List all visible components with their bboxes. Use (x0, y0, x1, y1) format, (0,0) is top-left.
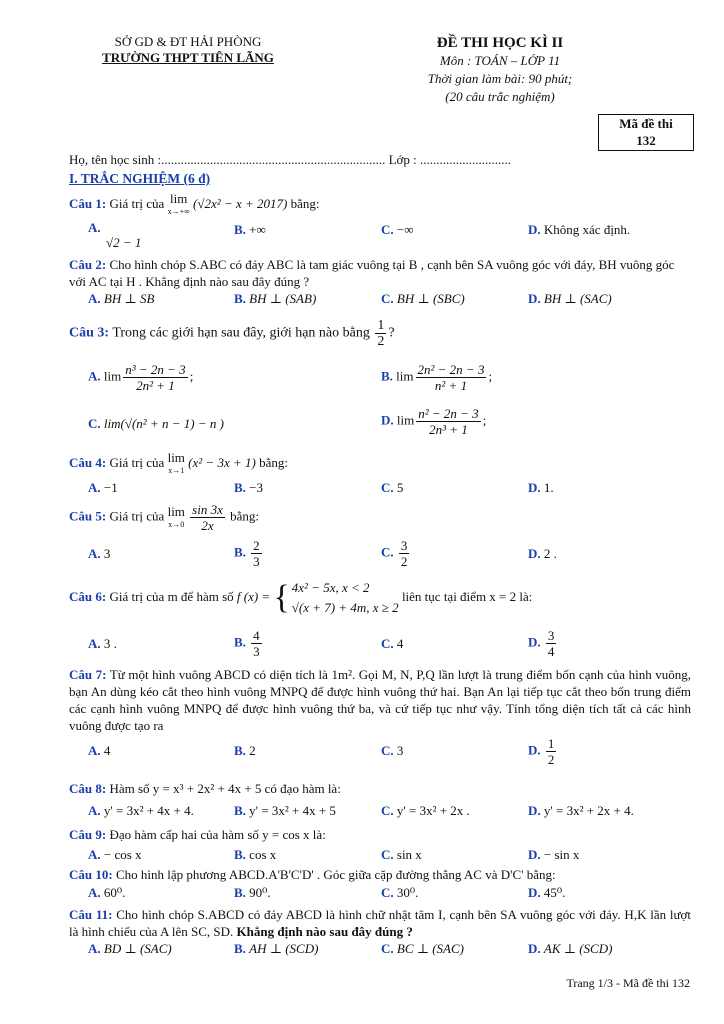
q8-option-a[interactable] (88, 803, 194, 819)
q3-option-b[interactable]: B. lim $\frac{\text{2n² − 2n − 3}}{\text{n² + 1}}$ ; (381, 362, 493, 393)
option-value: sin x (396, 847, 422, 862)
exam-time: Thời gian làm bài: 90 phút; (427, 71, 573, 86)
option-value: BC ⊥ (SAC) (396, 941, 464, 956)
exam-code-label: Mã đề thi (619, 116, 673, 131)
question-8 (69, 780, 691, 797)
q1-option-d[interactable] (528, 222, 630, 238)
option-value: 2 . (543, 546, 557, 561)
option-label: C. (381, 222, 394, 237)
option-label: B. (234, 544, 246, 560)
option-label: B. (381, 368, 393, 384)
question-text: Trong các giới hạn sau đây, giới hạn nào bằng (112, 325, 370, 341)
option-value: − cos x (103, 847, 142, 862)
option-value: BH ⊥ (SBC) (396, 291, 465, 306)
question-number: Câu 1: (69, 195, 107, 211)
header-left (88, 34, 288, 66)
option-value: AK ⊥ (SCD) (543, 941, 613, 956)
option-value: 5 (396, 480, 404, 495)
exam-question-count: (20 câu trắc nghiệm) (445, 89, 555, 104)
section-title: I. TRẮC NGHIỆM (6 đ) (69, 171, 211, 186)
q6-option-b[interactable] (234, 628, 264, 659)
option-value: Không xác định. (543, 222, 631, 237)
q8-option-c[interactable] (381, 803, 470, 819)
option-label: C. (381, 480, 394, 495)
option-value: 4 (103, 743, 111, 758)
option-label: B. (234, 634, 246, 650)
limit-operator (168, 193, 190, 217)
option-fraction (416, 362, 487, 393)
option-value: BH ⊥ (SAC) (543, 291, 612, 306)
numerator: 4 (253, 628, 260, 643)
numerator: sin 3x (192, 502, 223, 517)
question-number: Câu 3: (69, 325, 110, 341)
case-1: 4x² − 5x, x < 2 (291, 580, 370, 595)
q11-option-b[interactable] (234, 941, 318, 957)
option-label: B. (234, 222, 246, 237)
question-text: Giá trị của (109, 454, 165, 470)
option-fraction (416, 406, 480, 437)
option-label: C. (88, 416, 101, 431)
numerator: 2n² − 2n − 3 (417, 362, 485, 377)
option-value: 2 (249, 743, 256, 758)
header-right (400, 34, 600, 106)
option-label: B. (234, 885, 246, 900)
option-value: −∞ (396, 222, 414, 237)
option-label: B. (234, 291, 246, 306)
option-label: C. (381, 803, 394, 818)
question-2 (69, 256, 691, 290)
question-tail: bằng: (290, 195, 320, 211)
question-6 (69, 578, 691, 618)
piecewise-cases (292, 578, 399, 618)
q2-option-b[interactable] (234, 291, 316, 307)
option-value: −3 (249, 480, 264, 495)
question-number: Câu 4: (69, 454, 107, 470)
question-text: Giá trị của m để hàm số (109, 588, 234, 604)
question-text: Giá trị của (109, 508, 165, 524)
q9-option-d[interactable] (528, 847, 579, 863)
denominator: 2 (547, 752, 555, 767)
question-tail: liên tục tại điểm x = 2 là: (401, 588, 533, 604)
option-label: D. (381, 412, 394, 428)
option-label: A. (88, 480, 101, 495)
limit-expression: (x² − 3x + 1) (188, 454, 256, 470)
option-label: C. (381, 847, 394, 862)
limit-expression: (√2x² − x + 2017) (193, 195, 288, 211)
denominator: 2 (377, 334, 385, 349)
q4-option-b[interactable] (234, 480, 263, 496)
option-value: +∞ (249, 222, 266, 237)
q7-option-b[interactable] (234, 743, 256, 759)
page-footer: Trang 1/3 - Mã đề thi 132 (566, 976, 690, 990)
question-11 (69, 906, 691, 940)
option-label: D. (528, 291, 541, 306)
question-emphasis: Khẳng định nào sau đây đúng ? (236, 924, 413, 939)
option-value: AH ⊥ (SCD) (249, 941, 319, 956)
question-5 (69, 502, 691, 533)
numerator: 3 (400, 538, 408, 553)
q10-option-c[interactable] (381, 885, 418, 901)
question-number: Câu 7: (69, 667, 107, 682)
exam-code-box (598, 114, 694, 151)
option-label: D. (528, 941, 541, 956)
denominator: 3 (253, 554, 260, 569)
lim-label: lim (103, 368, 122, 384)
q6-option-a[interactable] (88, 636, 117, 652)
denominator: 3 (253, 644, 260, 659)
q10-option-a[interactable] (88, 885, 125, 901)
q3-option-d[interactable]: D. lim $\frac{\text{n² − 2n − 3}}{\text{2n³ + 1}}$ ; (381, 406, 487, 437)
q4-option-a[interactable] (88, 480, 118, 496)
numerator: 1 (547, 736, 555, 751)
question-3: Câu 3: Trong các giới hạn sau đây, giới hạn nào bằng $\frac{1}{2}$ ? (69, 318, 395, 349)
q5-option-a[interactable] (88, 546, 110, 562)
exam-code: 132 (636, 133, 656, 148)
option-label: D. (528, 634, 541, 650)
option-label: B. (234, 480, 246, 495)
q4-option-c[interactable] (381, 480, 403, 496)
option-value: 90⁰. (249, 885, 271, 900)
option-value: 3 (103, 546, 111, 561)
q7-option-d[interactable] (528, 736, 558, 767)
numerator: n³ − 2n − 3 (125, 362, 186, 377)
option-fraction (546, 628, 557, 659)
department-name: SỞ GD & ĐT HẢI PHÒNG (114, 34, 262, 49)
option-label: C. (381, 941, 394, 956)
q5-option-d[interactable] (528, 546, 557, 562)
numerator: 3 (547, 628, 555, 643)
denominator: 2n² + 1 (136, 378, 175, 393)
q10-option-b[interactable] (234, 885, 271, 901)
question-text: Cho hình lập phương ABCD.A'B'C'D' . Góc giữa cặp đường thẳng AC và D'C' bằng: (115, 867, 556, 882)
option-fraction (123, 362, 187, 393)
question-number: Câu 8: (69, 781, 107, 796)
piecewise-brace: { (273, 579, 290, 616)
option-label: D. (528, 803, 541, 818)
lim-label: lim (396, 368, 414, 384)
lim-subscript: x→+∞ (167, 207, 190, 216)
school-name: TRƯỜNG THPT TIÊN LÃNG (102, 50, 274, 65)
lim-label: lim (170, 191, 188, 206)
option-label: A. (88, 885, 101, 900)
question-number: Câu 9: (69, 827, 107, 842)
lim-label: lim (167, 450, 185, 465)
numerator: 1 (377, 318, 385, 333)
q9-option-b[interactable] (234, 847, 276, 863)
question-text: Hàm số y = x³ + 2x² + 4x + 5 có đạo hàm là: (109, 781, 341, 796)
exam-subject: Môn : TOÁN – LỚP 11 (439, 53, 561, 68)
q4-option-d[interactable] (528, 480, 554, 496)
option-label: A. (88, 546, 101, 561)
q1-option-c[interactable] (381, 222, 414, 238)
function-name: f (x) = (236, 588, 271, 604)
denominator: 2n³ + 1 (429, 422, 468, 437)
q5-option-b[interactable] (234, 538, 264, 569)
question-10 (69, 866, 691, 883)
question-text: Đạo hàm cấp hai của hàm số y = cos x là: (109, 827, 326, 842)
option-label: C. (381, 885, 394, 900)
option-value: y' = 3x² + 4x + 4. (103, 803, 194, 818)
case-2: √(x + 7) + 4m, x ≥ 2 (291, 600, 399, 615)
option-label: A. (88, 743, 101, 758)
question-1 (69, 193, 691, 217)
q3-option-c[interactable] (88, 416, 224, 432)
q11-option-a[interactable] (88, 941, 172, 957)
numerator: 2 (253, 538, 260, 553)
option-value: y' = 3x² + 4x + 5 (249, 803, 336, 818)
option-label: C. (381, 743, 394, 758)
q7-option-c[interactable] (381, 743, 403, 759)
q11-option-c[interactable] (381, 941, 464, 957)
option-value: BD ⊥ (SAC) (103, 941, 172, 956)
question-text: Từ một hình vuông ABCD có diện tích là 1m². Gọi M, N, P,Q lần lượt là trung điểm bốn cạnh của hình vuông, bạn An dùng kéo cắt theo hình vuông MNPQ để được hình vuông thứ hai. Bạn An lại tiếp tục cắt theo bốn trung điểm các cạnh hình vuông MNPQ để được hình vuông thứ ba, và cứ tiếp tục như vậy. Tính tổng diện tích tất cả các hình vuông được tạo ra (69, 667, 692, 733)
option-value: 1. (543, 480, 554, 495)
option-value: y' = 3x² + 2x + 4. (543, 803, 634, 818)
option-value: y' = 3x² + 2x . (396, 803, 470, 818)
option-label: C. (381, 636, 394, 651)
question-tail: bằng: (230, 508, 260, 524)
option-value: BH ⊥ SB (103, 291, 155, 306)
option-value: 4 (396, 636, 404, 651)
option-label: B. (234, 941, 246, 956)
lim-subscript: x→1 (168, 466, 185, 475)
question-number: Câu 11: (69, 907, 113, 922)
question-9 (69, 826, 691, 843)
denominator: 2x (201, 518, 214, 533)
q8-option-d[interactable] (528, 803, 634, 819)
limit-fraction (190, 502, 225, 533)
question-number: Câu 5: (69, 508, 107, 524)
option-value: 3 (396, 743, 404, 758)
question-text: Cho hình chóp S.ABC có đáy ABC là tam giác vuông tại B , cạnh bên SA vuông góc với đáy, BH vuông góc với AC tại H . Khẳng định nào sau đây đúng ? (69, 257, 675, 289)
option-label: A. (88, 803, 101, 818)
denominator: 2 (400, 554, 408, 569)
q2-option-a[interactable] (88, 291, 154, 307)
option-fraction (546, 736, 557, 767)
q3-option-a[interactable]: A. lim $\frac{\text{n³ − 2n − 3}}{\text{2n² + 1}}$ ; (88, 362, 194, 393)
option-label: B. (234, 803, 246, 818)
question-number: Câu 10: (69, 867, 113, 882)
denominator: n² + 1 (434, 378, 468, 393)
q2-option-c[interactable] (381, 291, 465, 307)
q9-option-c[interactable] (381, 847, 422, 863)
fraction-one-half (375, 318, 386, 349)
numerator: n² − 2n − 3 (418, 406, 479, 421)
exam-title: ĐỀ THI HỌC KÌ II (436, 35, 564, 51)
question-text: Cho hình chóp S.ABCD có đáy ABCD là hình chữ nhật tâm I, cạnh bên SA vuông góc với đáy. H,K lần lượt là hình chiếu của A lên SC, SD. (69, 907, 692, 939)
option-label: B. (234, 743, 246, 758)
question-tail: bằng: (259, 454, 288, 470)
q5-option-c[interactable] (381, 538, 411, 569)
option-label: B. (234, 847, 246, 862)
option-label: A. (88, 847, 101, 862)
option-value: −1 (103, 480, 118, 495)
option-label: A. (88, 368, 101, 384)
question-text: Giá trị của (109, 195, 165, 211)
limit-operator (167, 503, 185, 530)
lim-subscript: x→0 (168, 519, 185, 529)
lim-label: lim (167, 503, 185, 519)
q6-option-c[interactable] (381, 636, 403, 652)
question-4 (69, 452, 691, 476)
q1-option-a-value: √2 − 1 (106, 235, 142, 250)
option-value: − sin x (543, 847, 580, 862)
option-fraction (251, 538, 262, 569)
q10-option-d[interactable] (528, 885, 565, 901)
question-number: Câu 2: (69, 257, 107, 272)
option-fraction (399, 538, 410, 569)
student-info-line: Họ, tên học sinh :..................................................................... Lớp : ............................ (69, 152, 511, 167)
q11-option-d[interactable] (528, 941, 612, 957)
question-7 (69, 666, 691, 734)
option-label: A. (88, 636, 101, 651)
option-label: C. (381, 544, 394, 560)
option-fraction (251, 628, 262, 659)
option-label: D. (528, 222, 541, 237)
limit-operator (168, 452, 185, 476)
option-label: A. (88, 220, 101, 235)
q7-option-a[interactable] (88, 743, 110, 759)
option-value: BH ⊥ (SAB) (249, 291, 317, 306)
q1-option-a[interactable] (88, 220, 101, 236)
denominator: 4 (547, 644, 555, 659)
question-number: Câu 6: (69, 588, 107, 604)
option-value: 60⁰. (103, 885, 126, 900)
option-label: A. (88, 291, 101, 306)
q8-option-b[interactable] (234, 803, 336, 819)
q2-option-d[interactable] (528, 291, 612, 307)
option-value: 3 . (103, 636, 117, 651)
option-value: 30⁰. (396, 885, 419, 900)
q9-option-a[interactable] (88, 847, 142, 863)
option-label: D. (528, 546, 541, 561)
option-label: C. (381, 291, 394, 306)
option-value: cos x (249, 847, 277, 862)
lim-label: lim (396, 412, 415, 428)
option-label: D. (528, 847, 541, 862)
option-label: D. (528, 742, 541, 758)
option-label: D. (528, 480, 541, 495)
option-value: lim(√(n² + n − 1) − n ) (103, 416, 224, 431)
option-label: A. (88, 941, 101, 956)
q6-option-d[interactable] (528, 628, 558, 659)
q1-option-b[interactable] (234, 222, 266, 238)
option-value: 45⁰. (543, 885, 566, 900)
option-label: D. (528, 885, 541, 900)
